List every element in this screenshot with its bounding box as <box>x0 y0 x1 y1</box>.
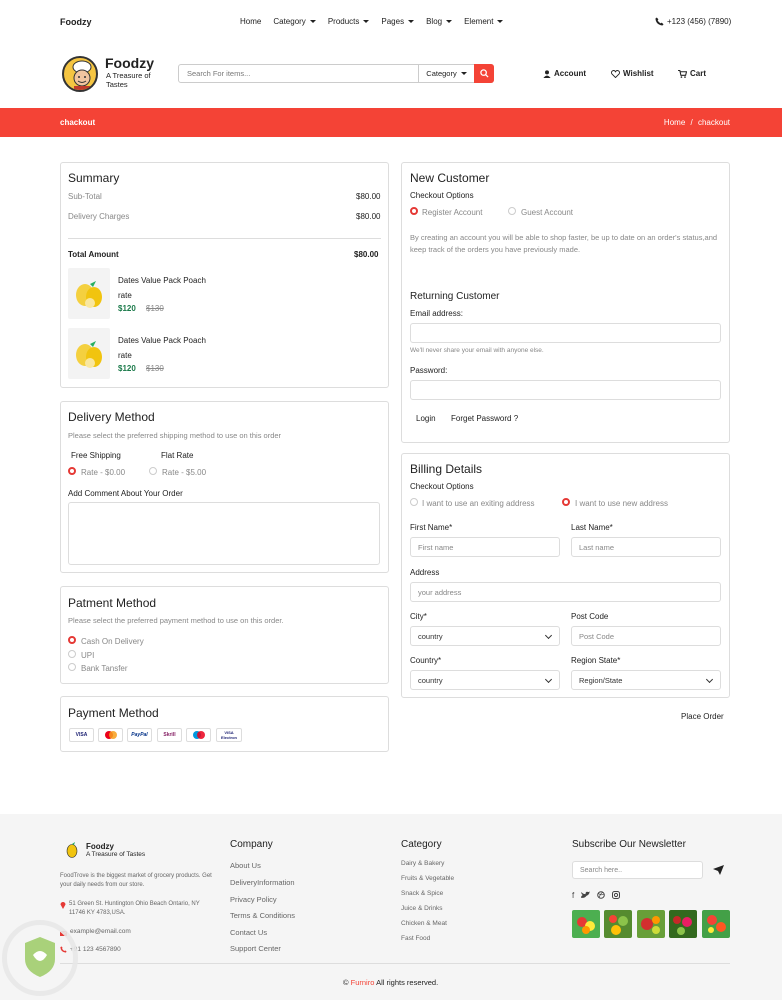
flat-rate-rate: Rate - $5.00 <box>162 468 207 477</box>
nav-blog[interactable] <box>426 17 452 26</box>
first-name-label: First Name* <box>410 523 453 532</box>
paper-plane-icon <box>713 865 724 875</box>
new-customer-card <box>401 162 730 443</box>
upi-label: UPI <box>81 651 95 660</box>
search-button[interactable] <box>474 64 494 83</box>
city-select[interactable] <box>410 626 560 646</box>
first-name-input[interactable]: First name <box>410 537 560 557</box>
caret-down-icon <box>363 20 369 23</box>
visa-card-icon[interactable]: VISA <box>69 728 94 742</box>
address-input[interactable]: your address <box>410 582 721 602</box>
phone-icon <box>655 17 664 26</box>
footer-brand[interactable]: Foodzy <box>86 842 114 851</box>
cart-link[interactable] <box>678 69 706 78</box>
vegetable-basket-icon <box>572 910 600 938</box>
footer-cat-dairy[interactable]: Dairy & Bakery <box>401 860 445 867</box>
wishlist-label: Wishlist <box>623 69 654 78</box>
social-links <box>572 891 620 900</box>
product-rate: rate <box>118 351 132 360</box>
footer-link-terms[interactable]: Terms & Conditions <box>230 911 296 920</box>
caret-down-icon <box>446 20 452 23</box>
user-icon <box>543 70 551 78</box>
free-shipping-radio[interactable] <box>68 467 76 475</box>
subtotal-value: $80.00 <box>356 192 381 201</box>
guest-account-label: Guest Account <box>521 208 574 217</box>
vegetable-basket-icon <box>669 910 697 938</box>
nav-label: Element <box>464 17 494 26</box>
skrill-card-icon[interactable]: Skrill <box>157 728 182 742</box>
footer-cat-fruits[interactable]: Fruits & Vegetable <box>401 875 455 882</box>
forget-password-link[interactable]: Forget Password ? <box>451 414 519 423</box>
maestro-logo-icon <box>191 730 207 740</box>
footer-category-title: Category <box>401 839 442 850</box>
twitter-icon[interactable] <box>581 891 590 899</box>
nav-label: Home <box>240 17 262 26</box>
account-label: Account <box>554 69 586 78</box>
bank-transfer-label: Bank Tansfer <box>81 664 128 673</box>
product-name[interactable]: Dates Value Pack Poach <box>118 336 206 345</box>
subtotal-label: Sub-Total <box>68 192 102 201</box>
place-order-button[interactable]: Place Order <box>681 712 724 721</box>
breadcrumb-separator: / <box>690 118 693 127</box>
email-help-text: We'll never share your email with anyone else. <box>410 347 544 354</box>
checkout-options-label: Checkout Options <box>410 191 474 200</box>
nav-category[interactable] <box>273 17 315 26</box>
billing-details-title: Billing Details <box>410 462 483 476</box>
email-input[interactable] <box>410 323 721 343</box>
footer-link-privacy[interactable]: Privacy Policy <box>230 895 277 904</box>
nav-label: Products <box>327 17 360 26</box>
footer-logo-icon[interactable] <box>66 842 78 860</box>
leaf-shield-icon <box>7 925 73 991</box>
patment-method-title: Patment Method <box>68 596 157 610</box>
footer-link-delivery[interactable]: DeliveryInformation <box>230 878 295 887</box>
total-amount-label: Total Amount <box>68 250 119 259</box>
cod-radio[interactable] <box>68 636 76 644</box>
product-price: $120 <box>118 364 136 373</box>
region-select-value: Region/State <box>579 675 623 685</box>
email-label: Email address: <box>410 309 463 318</box>
watermark-logo-icon <box>2 920 78 996</box>
country-select-value: country <box>418 675 443 685</box>
copyright-text: All rights reserved. <box>376 978 439 987</box>
gallery-image[interactable] <box>637 910 665 938</box>
footer-link-contact[interactable]: Contact Us <box>230 928 268 937</box>
lemon-icon <box>68 268 110 319</box>
footer-cat-snack[interactable]: Snack & Spice <box>401 890 444 897</box>
logo-title[interactable]: Foodzy <box>105 55 154 71</box>
footer-divider <box>60 963 730 964</box>
location-icon <box>60 901 66 911</box>
main-nav <box>240 17 515 26</box>
vegetable-basket-icon <box>604 910 632 938</box>
delivery-method-title: Delivery Method <box>68 410 155 424</box>
comment-textarea[interactable] <box>68 502 380 565</box>
new-customer-desc: By creating an account you will be able to shop faster, be up to date on an order's status,and keep track of the orders you have previously made. <box>410 233 718 254</box>
new-customer-title: New Customer <box>410 171 490 185</box>
gallery-image[interactable] <box>604 910 632 938</box>
footer-cat-juice[interactable]: Juice & Drinks <box>401 905 443 912</box>
search-category-select[interactable] <box>418 65 474 82</box>
footer-about: FoodTrove is the biggest market of grocery products. Get your daily needs from our store. <box>60 873 212 888</box>
footer-company-title: Company <box>230 839 273 850</box>
country-label: Country* <box>410 656 442 665</box>
delivery-charges-label: Delivery Charges <box>68 212 130 221</box>
address-label: Address <box>410 568 440 577</box>
payment-method-title: Payment Method <box>68 706 159 720</box>
delivery-method-desc: Please select the preferred shipping method to use on this order <box>68 431 282 440</box>
nav-products[interactable] <box>328 17 370 26</box>
caret-down-icon <box>461 72 467 75</box>
logo-tagline: A Treasure of Tastes <box>106 71 151 89</box>
last-name-label: Last Name* <box>571 523 613 532</box>
chevron-down-icon <box>545 676 552 683</box>
copyright-brand-link[interactable]: Furniro <box>350 978 375 987</box>
product-name[interactable]: Dates Value Pack Poach <box>118 276 206 285</box>
vegetable-basket-icon <box>637 910 665 938</box>
product-price: $120 <box>118 304 136 313</box>
billing-checkout-options-label: Checkout Options <box>410 482 474 491</box>
bank-transfer-radio[interactable] <box>68 663 76 671</box>
newsletter-input[interactable]: Search here.. <box>572 861 703 879</box>
guest-account-radio[interactable] <box>508 207 516 215</box>
total-amount-value: $80.00 <box>354 250 379 259</box>
cod-label: Cash On Delivery <box>81 637 144 646</box>
free-shipping-label: Free Shipping <box>71 451 121 460</box>
nav-pages[interactable] <box>381 17 414 26</box>
register-account-label: Register Account <box>422 208 483 217</box>
caret-down-icon <box>408 20 414 23</box>
footer-link-support[interactable]: Support Center <box>230 944 281 953</box>
cart-icon <box>678 70 687 78</box>
caret-down-icon <box>497 20 503 23</box>
topbar-brand[interactable]: Foodzy <box>60 17 92 27</box>
footer-brand-tagline: A Treasure of Tastes <box>86 851 146 858</box>
nav-label: Category <box>273 17 306 26</box>
dribbble-icon[interactable] <box>597 891 605 899</box>
gallery-image[interactable] <box>669 910 697 938</box>
free-shipping-rate: Rate - $0.00 <box>81 468 126 477</box>
wishlist-link[interactable] <box>611 69 654 78</box>
login-button[interactable]: Login <box>416 414 436 423</box>
delivery-charges-value: $80.00 <box>356 212 381 221</box>
divider <box>68 238 381 239</box>
nav-label: Pages <box>381 17 405 26</box>
mastercard-icon[interactable] <box>98 728 123 742</box>
postcode-label: Post Code <box>571 612 609 621</box>
vegetable-basket-icon <box>702 910 730 938</box>
search-input[interactable]: Search For items... <box>187 69 251 78</box>
product-old-price: $130 <box>146 364 164 373</box>
payment-method-card <box>60 696 389 752</box>
nav-label: Blog <box>426 17 443 26</box>
send-button[interactable] <box>713 865 724 877</box>
product-image[interactable] <box>68 268 110 319</box>
nav-element[interactable] <box>464 17 503 26</box>
footer-phone[interactable]: +91 123 4567890 <box>70 946 121 953</box>
copyright-symbol: © <box>343 978 349 987</box>
chevron-down-icon <box>706 676 713 683</box>
breadcrumb-bar <box>0 108 782 137</box>
phone-contact[interactable] <box>655 17 731 26</box>
upi-radio[interactable] <box>68 650 76 658</box>
returning-customer-title: Returning Customer <box>410 291 500 302</box>
nav-home[interactable] <box>240 17 261 26</box>
chef-logo-icon[interactable] <box>62 56 98 92</box>
search-category-label: Category <box>426 69 457 78</box>
search-bar <box>178 64 494 83</box>
phone-number: +123 (456) (7890) <box>667 17 732 26</box>
search-icon <box>480 69 489 78</box>
city-label: City* <box>410 612 427 621</box>
caret-down-icon <box>310 20 316 23</box>
footer-cat-fastfood[interactable]: Fast Food <box>401 935 431 942</box>
heart-icon <box>611 70 620 78</box>
postcode-input[interactable]: Post Code <box>571 626 721 646</box>
lemon-icon <box>66 842 78 858</box>
footer-link-about[interactable]: About Us <box>230 861 261 870</box>
region-label: Region State* <box>571 656 621 665</box>
existing-address-radio[interactable] <box>410 498 418 506</box>
top-bar <box>0 0 782 44</box>
new-address-radio[interactable] <box>562 498 570 506</box>
mastercard-logo-icon <box>103 730 119 740</box>
breadcrumb <box>664 118 730 127</box>
product-rate: rate <box>118 291 132 300</box>
flat-rate-label: Flat Rate <box>161 451 194 460</box>
region-select[interactable] <box>571 670 721 690</box>
footer-address: 51 Green St. Huntington Ohio Beach Ontario, NY 11746 KY 4783,USA. <box>69 901 200 916</box>
password-label: Password: <box>410 366 448 375</box>
maestro-card-icon[interactable] <box>186 728 211 742</box>
paypal-card-icon[interactable]: PayPal <box>127 728 152 742</box>
city-select-value: country <box>418 631 443 641</box>
visa-electron-card-icon[interactable]: VISA Electron <box>216 728 242 742</box>
footer-email[interactable]: example@email.com <box>70 928 131 935</box>
password-input[interactable] <box>410 380 721 400</box>
comment-label: Add Comment About Your Order <box>68 489 183 498</box>
copyright <box>343 978 438 987</box>
facebook-icon[interactable]: f <box>572 891 575 900</box>
country-select[interactable] <box>410 670 560 690</box>
product-image[interactable] <box>68 328 110 379</box>
footer-cat-chicken[interactable]: Chicken & Meat <box>401 920 447 927</box>
gallery-image[interactable] <box>702 910 730 938</box>
breadcrumb-current: chackout <box>697 118 730 127</box>
chevron-down-icon <box>545 632 552 639</box>
new-address-label: I want to use new address <box>575 499 668 508</box>
breadcrumb-home-link[interactable]: Home <box>663 118 686 127</box>
existing-address-label: I want to use an exiting address <box>422 499 535 508</box>
register-account-radio[interactable] <box>410 207 418 215</box>
summary-title: Summary <box>68 171 120 185</box>
page-title: chackout <box>60 118 96 127</box>
account-link[interactable] <box>543 69 586 78</box>
instagram-icon[interactable] <box>612 891 620 899</box>
gallery-image[interactable] <box>572 910 600 938</box>
product-old-price: $130 <box>146 304 164 313</box>
newsletter-title: Subscribe Our Newsletter <box>572 839 686 850</box>
lemon-icon <box>68 328 110 379</box>
patment-method-desc: Please select the preferred payment method to use on this order. <box>68 616 284 625</box>
last-name-input[interactable]: Last name <box>571 537 721 557</box>
flat-rate-radio[interactable] <box>149 467 157 475</box>
cart-label: Cart <box>690 69 707 78</box>
